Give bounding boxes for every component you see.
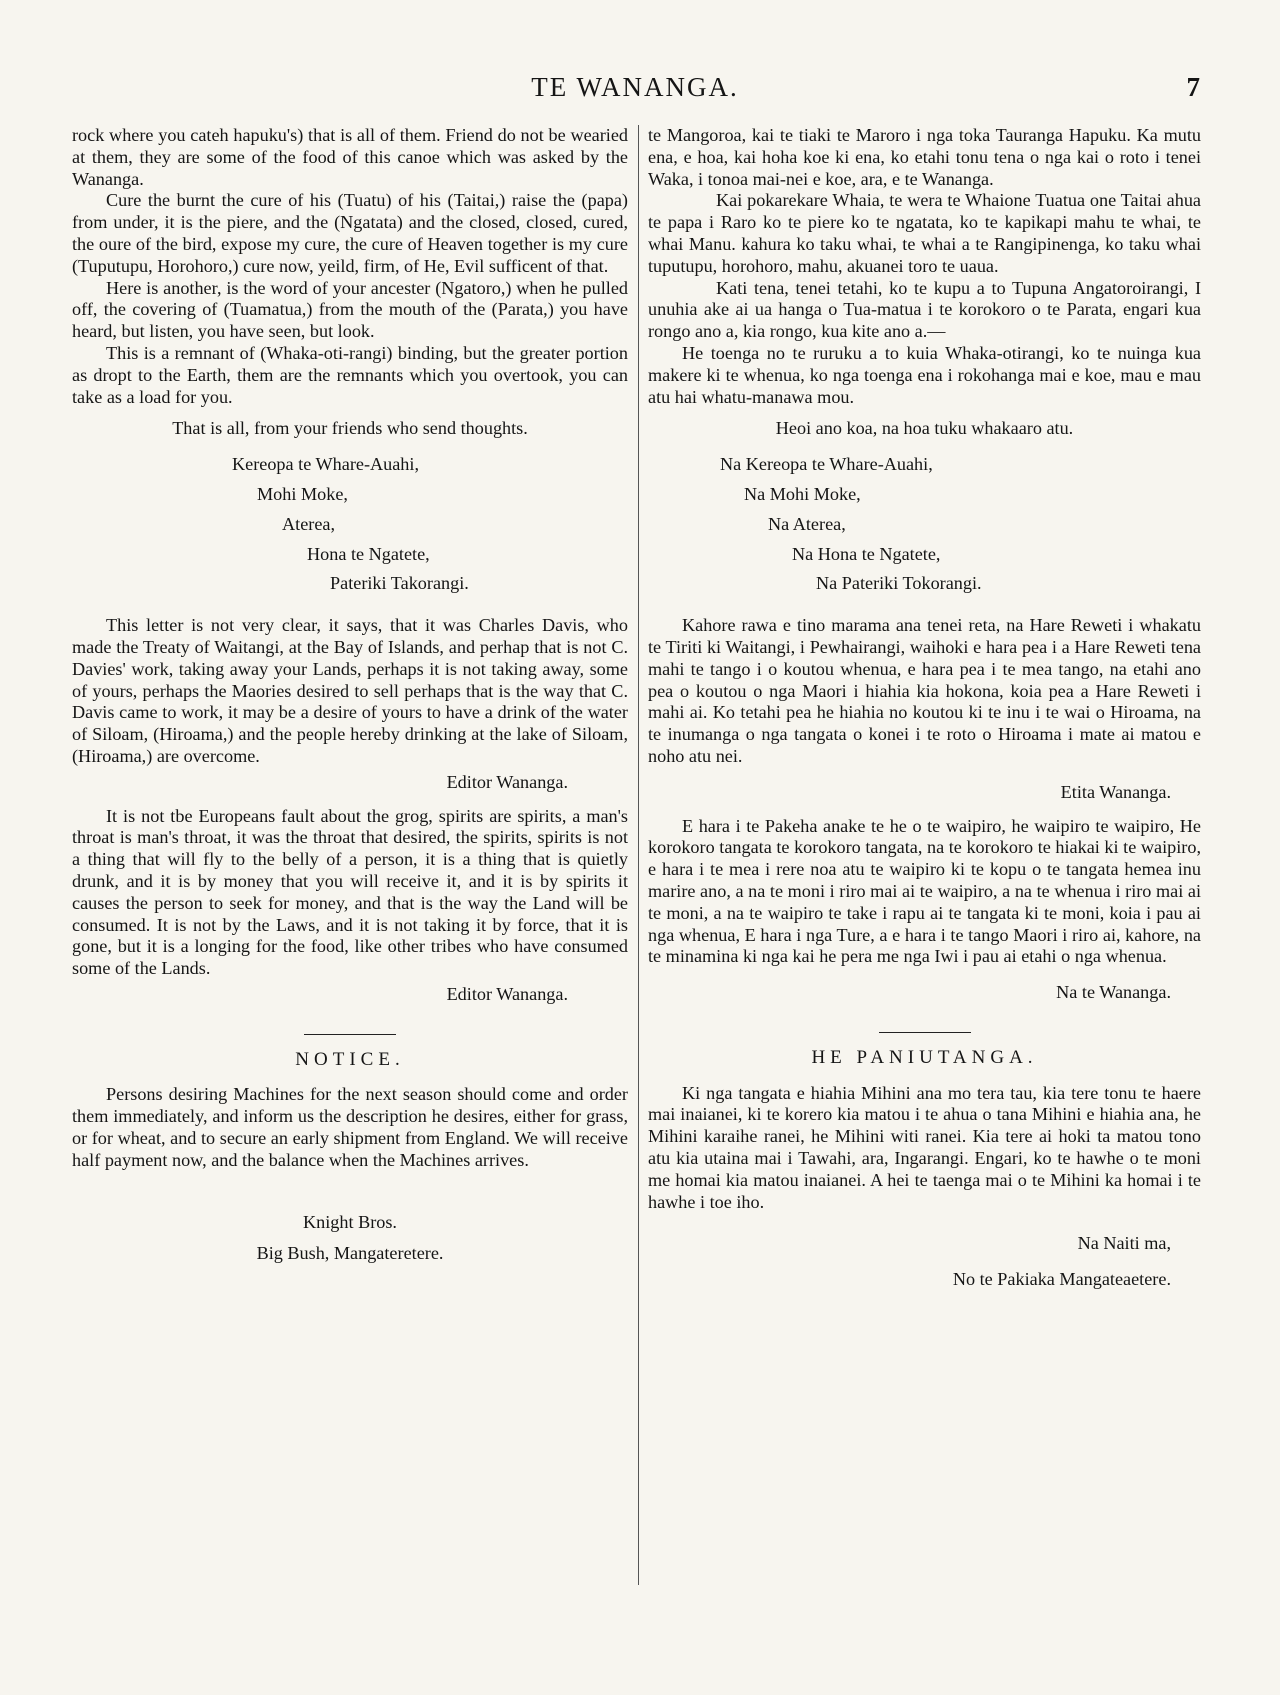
notice-signature: Na Naiti ma, [1077, 1233, 1171, 1254]
signature-line: Na Mohi Moke, [744, 483, 861, 504]
letter-paragraph: te Mangoroa, kai te tiaki te Maroro i nga toka Tauranga Hapuku. Ka mutu ena, e hoa, kai hoha koe ki ena, ko etahi tonu tena o nga kai o roto i tenei Waka, i tonoa mai-nei e koe, ara, e te Wananga. [648, 125, 1201, 189]
signature-line: Hona te Ngatete, [307, 543, 430, 564]
signature-block [648, 454, 1201, 595]
signature-block [72, 454, 628, 595]
notice-location: Big Bush, Mangateretere. [256, 1243, 444, 1264]
english-column [72, 125, 628, 1605]
letter-paragraph: rock where you cateh hapuku's) that is all of them. Friend do not be wearied at them, they are some of the food of this canoe which was asked by the Wananga. [72, 125, 628, 189]
signature-line: Na Hona te Ngatete, [792, 543, 941, 564]
signature-line: Pateriki Takorangi. [330, 573, 469, 594]
notice-signature: Knight Bros. [303, 1211, 397, 1232]
column-divider [638, 125, 639, 1585]
editor-signature: Editor Wananga. [446, 771, 568, 792]
editor-signature: Na te Wananga. [1056, 982, 1171, 1003]
letter-paragraph: Here is another, is the word of your ancester (Ngatoro,) when he pulled off, the covering of (Tuamatua,) from the mouth of the (Parata,) you have heard, but listen, you have seen, but look. [72, 277, 628, 342]
signature-line: Aterea, [282, 513, 336, 534]
editorial-paragraph: E hara i te Pakeha anake te he o te waipiro, he waipiro te waipiro, He korokoro tangata te korokoro tangata, na te korokoro te hiakai ki te waipiro, e hara i te mea i rere noa atu te waipiro ki te kopu o te tangata hemea inu marire ano, a na te moni i riro mai ai te waipiro, a na te whenua i riro mai ai te moni, a na te waipiro te take i rapu ai te tangata ki te moni, koia i pau ai nga whenua, E hara i nga Ture, a e hara i te tango Maori i riro ai, kahore, na te minamina ki nga kai he pera me nga Iwi i pau ai etahi o nga whenua. [648, 815, 1201, 967]
letter-paragraph: This is a remnant of (Whaka-oti-rangi) binding, but the greater portion as dropt to the Earth, them are the remnants which you overtook, you can take as a load for you. [72, 342, 628, 407]
letter-paragraph: Kai pokarekare Whaia, te wera te Whaione Tuatua one Taitai ahua te papa i Raro ko te piere ko te ngatata, ko te kapikapi mahu te whai, te whai Manu. kahura ko taku whai, te whai a te Rangipinenga, ko taku whai tuputupu, horohoro, mahu, akuanei toro te uaua. [648, 190, 1201, 276]
notice-body: Persons desiring Machines for the next season should come and order them immediately, and inform us the description he desires, either for grass, or for wheat, and to secure an early shipment from England. We will receive half payment now, and the balance when the Machines arrives. [72, 1084, 628, 1170]
masthead-title: TE WANANGA. [531, 72, 739, 102]
letter-closing: Heoi ano koa, na hoa tuku whakaaro atu. [775, 418, 1074, 439]
notice-location: No te Pakiaka Mangateaetere. [952, 1269, 1171, 1290]
signature-line: Kereopa te Whare-Auahi, [232, 454, 419, 475]
notice-heading: HE PANIUTANGA. [811, 1046, 1038, 1068]
editorial-paragraph: It is not tbe Europeans fault about the grog, spirits are spirits, a man's throat is man's throat, it was the throat that desired, the spirits, spirits is not a thing that will fly to the belly of a person, it is a thing that is quietly drunk, and it is by money that you will receive it, and it is by spirits it causes the person to seek for money, and that is the way the Land will be consumed. It is not by the Laws, and it is not taking it by force, that it is gone, but it is a longing for the food, like other tribes who have consumed some of the Lands. [72, 805, 628, 979]
letter-paragraph: He toenga no te ruruku a to kuia Whaka-otirangi, ko te nuinga kua makere ki te whenua, ko nga toenga ena i rokohanga mai e koe, mau e mau atu hai whatu-manawa mou. [648, 342, 1201, 407]
editorial-paragraph: This letter is not very clear, it says, that it was Charles Davis, who made the Treaty of Waitangi, at the Bay of Islands, and perhap that is not C. Davies' work, taking away your Lands, perhaps it is not taking away, some of yours, perhaps the Maories desired to sell perhaps that is the way that C. Davis came to work, it may be a desire of yours to have a drink of the water of Siloam, (Hiroama,) and the people hereby drinking at the lake of Siloam, (Hiroama,) are overcome. [72, 615, 628, 766]
page-header [70, 72, 1200, 112]
editor-signature: Etita Wananga. [1060, 781, 1171, 802]
letter-paragraph: Kati tena, tenei tetahi, ko te kupu a to Tupuna Angatoroirangi, I unuhia ake ai ua hanga o Tua-matua i te korokoro o te Parata, engari kua rongo ano a, kia rongo, kua kite ano a.— [648, 277, 1201, 342]
notice-heading: NOTICE. [295, 1048, 405, 1070]
section-rule [879, 1032, 971, 1033]
signature-line: Na Aterea, [768, 513, 846, 534]
signature-line: Na Kereopa te Whare-Auahi, [720, 454, 933, 475]
notice-body: Ki nga tangata e hiahia Mihini ana mo tera tau, kia tere tonu te haere mai inaianei, ki te korero kia matou i te ahua o tana Mihini e hiahia ana, he Mihini karaihe ranei, he Mihini witi ranei. Kia tere ai hoki ta matou tono atu kia utaina mai i Tawahi, ara, Ingarangi. Engari, ko te hawhe o te moni me homai kia matou inaianei. A hei te taenga mai o te Mihini ka homai i te hawhe i toe iho. [648, 1082, 1201, 1212]
signature-line: Mohi Moke, [257, 483, 348, 504]
section-rule [304, 1034, 396, 1035]
maori-column [648, 125, 1201, 1605]
editorial-paragraph: Kahore rawa e tino marama ana tenei reta, na Hare Reweti i whakatu te Tiriti ki Waitangi, i Pewhairangi, waihoki e hara pea i a Hare Reweti tena mahi te tango i o koutou whenua, e hara pea i te mea tango, na etahi ano pea o koutou o nga Maori i hiahia kia hokona, koia pea a Hare Reweti i mahi ai. Ko tetahi pea he hiahia no koutou ki te inu i te wai o Hiroama, na te inumanga o nga tangata o konei i te roto o Hiroama i mate ai matou e noho atu nei. [648, 615, 1201, 766]
letter-paragraph: Cure the burnt the cure of his (Tuatu) of his (Taitai,) raise the (papa) from under, it is the piere, and the (Ngatata) and the closed, closed, cured, the oure of the bird, expose my cure, the cure of Heaven together is my cure (Tuputupu, Horohoro,) cure now, yeild, firm, of He, Evil sufficent of that. [72, 190, 628, 276]
editor-signature: Editor Wananga. [446, 983, 568, 1004]
signature-line: Na Pateriki Tokorangi. [816, 573, 982, 594]
page-number: 7 [1186, 72, 1200, 102]
letter-closing: That is all, from your friends who send thoughts. [172, 418, 528, 439]
